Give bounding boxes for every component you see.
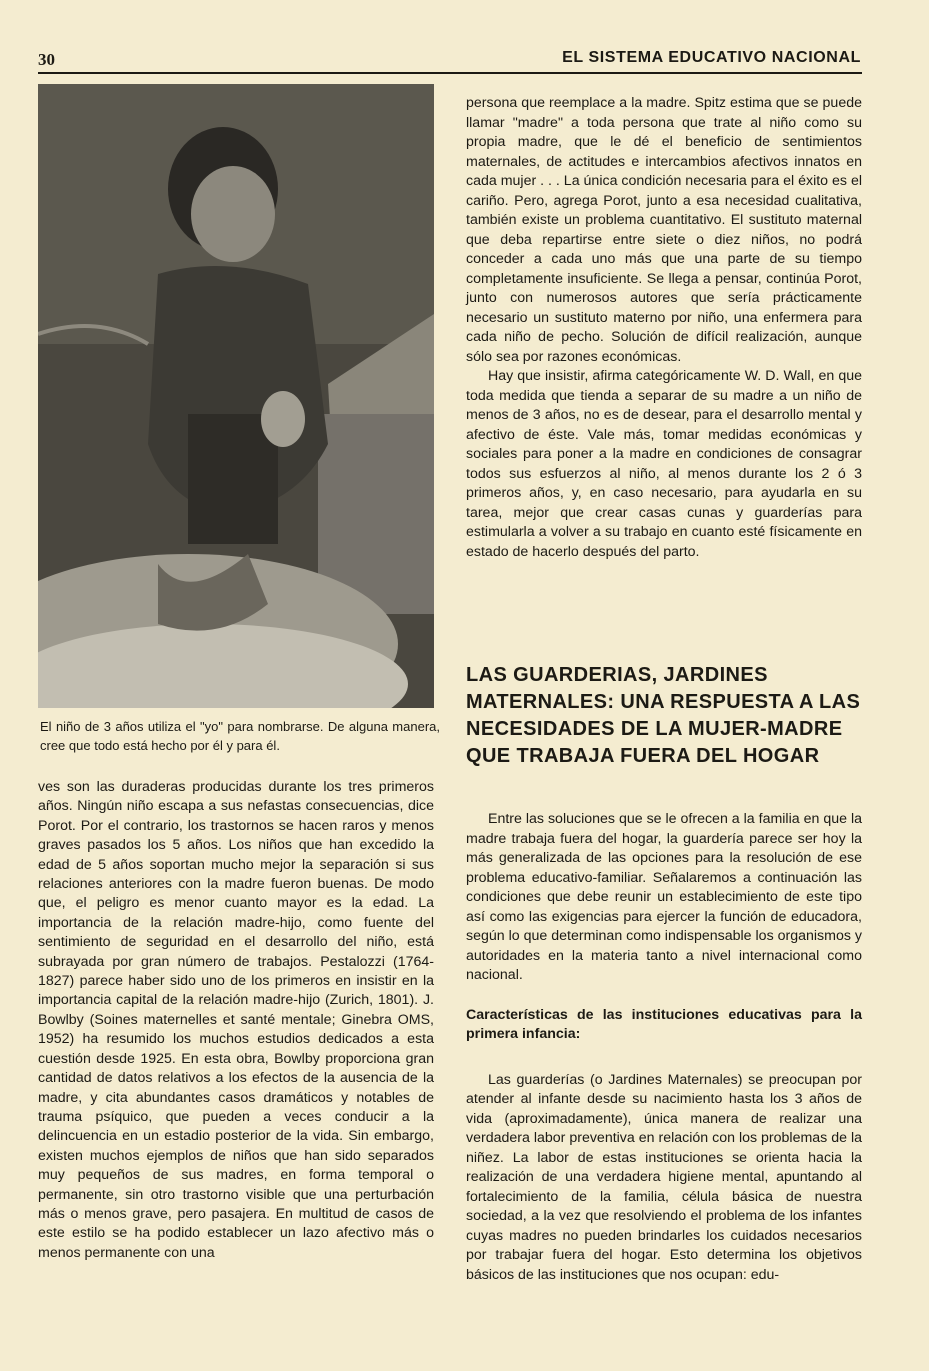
- right-paragraph-2: Hay que insistir, afirma categóricamente W. D. Wall, en que toda medida que tienda a separar de su madre a un niño de menos de 3 años, no es de desear, para el desarrollo mental y afectivo de éste. Vale más, tomar medidas económicas y sociales para poner a la madre en condiciones de consagrar todos sus esfuerzos al niño, al menos durante los 2 ó 3 primeros años, y, en caso necesario, para ayudarla en su tarea, mejor que crear casas cunas y guarderías para estimularla a volver a su trabajo en cuanto esté físicamente en estado de hacerlo después del parto.: [466, 368, 862, 560]
- subheading: Características de las instituciones educativas para la primera infancia:: [466, 1006, 862, 1042]
- left-column: [38, 778, 434, 1263]
- photo-caption: El niño de 3 años utiliza el "yo" para nombrarse. De alguna manera, cree que todo está hecho por él y para él.: [40, 719, 440, 753]
- photo-illustration: [38, 84, 434, 708]
- left-paragraph: ves son las duraderas producidas durante los tres primeros años. Ningún niño escapa a sus nefastas consecuencias, dice Porot. Por el contrario, los trastornos se hacen raros y menos graves pasados los 5 años. Los niños que han excedido la edad de 5 años soportan mucho mejor la separación si sus relaciones anteriores con la madre fueron buenas. De modo que, el peligro es menor cuanto mayor es la edad. La importancia de la relación madre-hijo, como fuente del sentimiento de seguridad en el desarrollo del niño, está subrayada por gran número de trabajos. Pestalozzi (1764-1827) parece haber sido uno de los primeros en insistir en la importancia capital de la relación madre-hijo (Zurich, 1801). J. Bowlby (Soines maternelles et santé mentale; Ginebra OMS, 1952) ha resumido los muchos estudios dedicados a esta cuestión desde 1925. En esta obra, Bowlby proporciona gran cantidad de datos relativos a los efectos de la ausencia de la madre, y cita abundantes casos dramáticos y notables de trauma psíquico, que pueden a veces conducir a la delincuencia en un estadio posterior de la vida. Sin embargo, existen muchos ejemplos de niños que han sido separados muy pequeños de sus madres, en forma temporal o permanente, sin otro trastorno visible que una perturbación más o menos grave, pero pasajera. En multitud de casos de este estilo se ha podido establecer un lazo afectivo más o menos permanente con una: [38, 779, 434, 1261]
- right-paragraph-4: Las guarderías (o Jardines Maternales) se preocupan por atender al infante desde su nacimiento hasta los 3 años de vida (aproximadamente), única manera de realizar una verdadera labor preventiva en relación con los problemas de la niñez. La labor de estas instituciones se orienta hacia la realización de una verdadera higiene mental, apuntando al fortalecimiento de la familia, célula básica de nuestra sociedad, a la vez que resolviendo el problema de los infantes cuyas madres no pueden brindarles los cuidados necesarios por trabajar fuera del hogar. Esto determina los objetivos básicos de las instituciones que nos ocupan: edu-: [466, 1071, 862, 1283]
- right-column-top: [466, 94, 862, 562]
- page-number: 30: [38, 50, 55, 69]
- header-rule: [38, 72, 862, 74]
- photo-child-icon: [38, 84, 434, 708]
- right-paragraph-3: Entre las soluciones que se le ofrecen a la familia en que la madre trabaja fuera del hogar, la guardería parece ser hoy la más generalizada de las opciones para la resolución de ese problema educativo-familiar. Señalaremos a continuación las condiciones que debe reunir un establecimiento de este tipo así como las exigencias para ejercer la función de educadora, según lo que determinan como indispensable los organismos y autoridades en la materia tanto a nivel internacional como nacional.: [466, 811, 862, 983]
- right-column-bottom: [466, 810, 862, 1285]
- right-paragraph-1: persona que reemplace a la madre. Spitz estima que se puede llamar "madre" a toda persona que trate al niño como su propia madre, que le dé el beneficio de sentimientos maternales, de actitudes e intercambios afectivos innatos en cada mujer . . . La única condición necesaria para el éxito es el cariño. Pero, agrega Porot, junto a esa necesidad cualitativa, también existe un problema cuantitativo. El sustituto maternal que deba repartirse entre siete o diez niños, no podrá conceder a cada uno más que una parte de su tiempo completamente insuficiente. Se llega a pensar, continúa Porot, junto con numerosos autores que sería prácticamente necesario un sustituto materno por niño, una enfermera para cada niño de pecho. Solución de difícil realización, aunque sólo sea por razones económicas.: [466, 95, 862, 365]
- running-title: EL SISTEMA EDUCATIVO NACIONAL: [562, 49, 861, 66]
- section-heading: LAS GUARDERIAS, JARDINES MATERNALES: UNA RESPUESTA A LAS NECESIDADES DE LA MUJER-MADRE QUE TRABAJA FUERA DEL HOGAR: [466, 664, 861, 767]
